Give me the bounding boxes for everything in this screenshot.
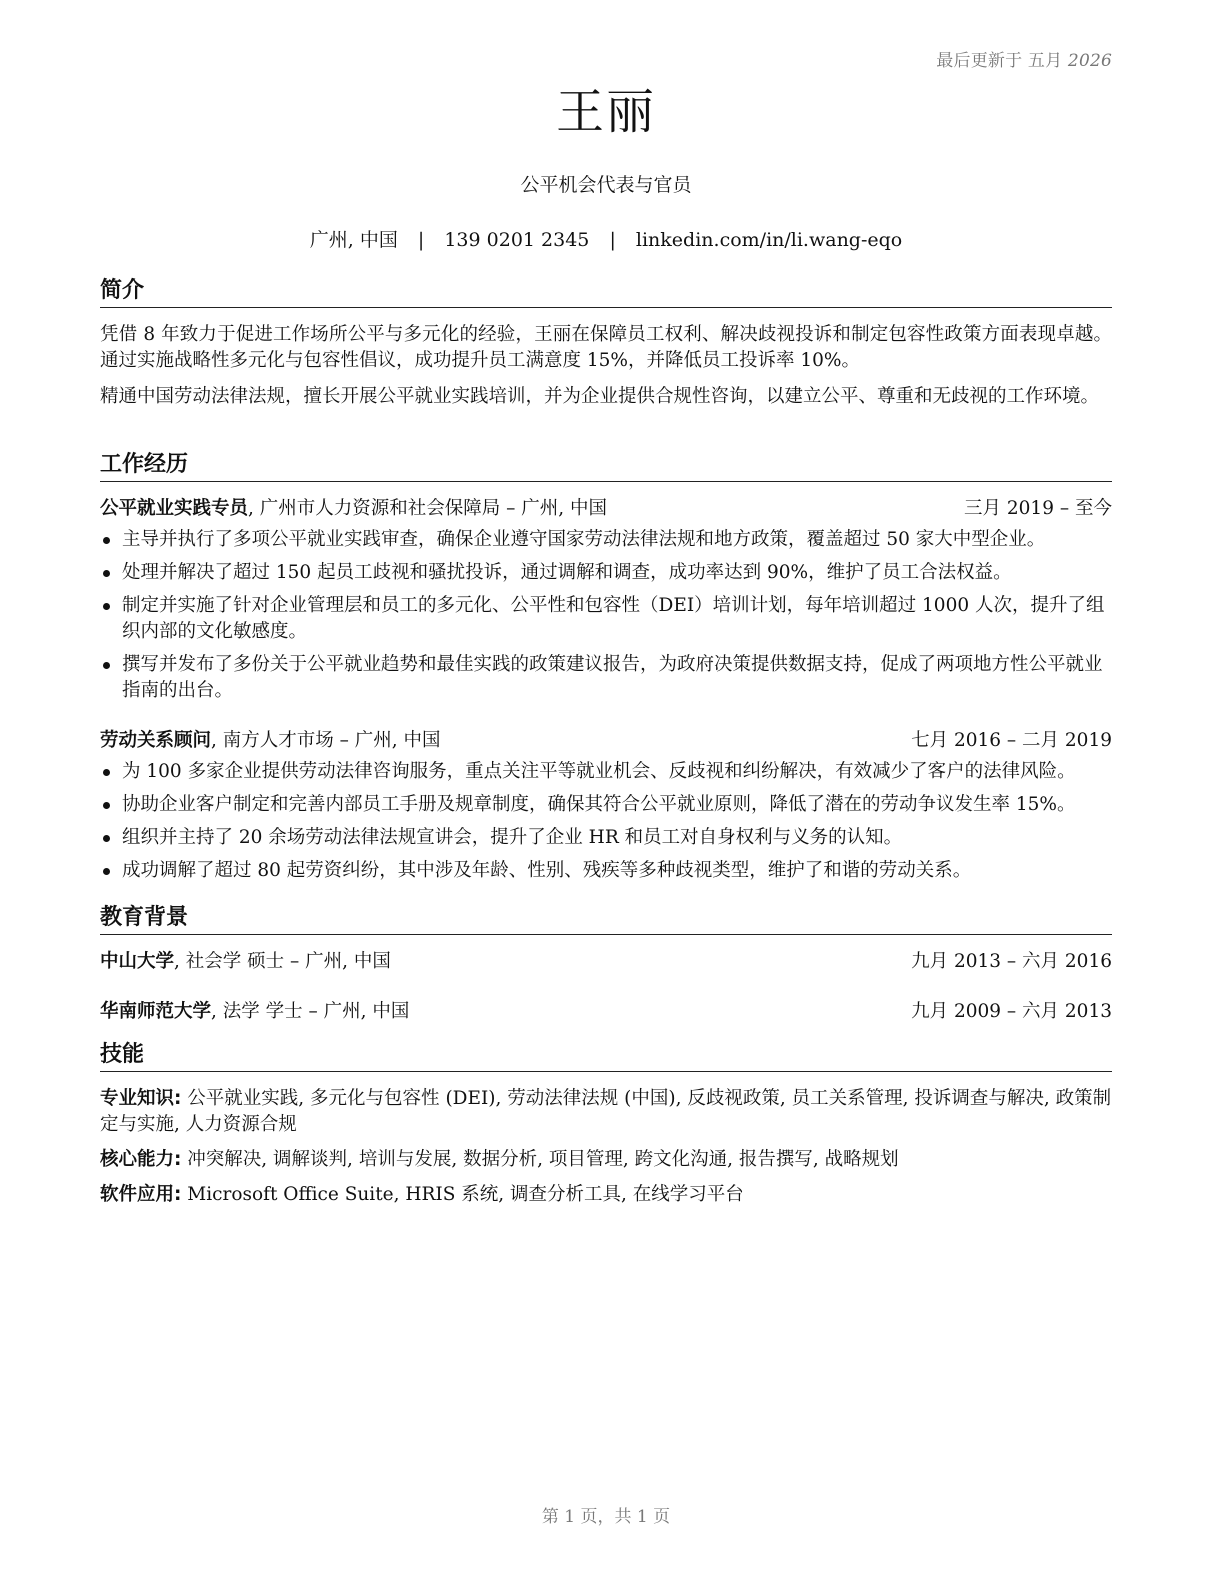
list-item: 组织并主持了 20 余场劳动法律法规宣讲会，提升了企业 HR 和员工对自身权利与义务的认知。 (100, 825, 1112, 851)
school-name: 中山大学 (100, 951, 175, 972)
job-bullets-2 (100, 759, 1112, 891)
education-entry-2 (100, 999, 1112, 1025)
school-dates: 九月 2009 – 六月 2013 (911, 1001, 1112, 1022)
section-title-education: 教育背景 (100, 904, 1112, 935)
education-entry-1 (100, 949, 1112, 975)
list-item: 成功调解了超过 80 起劳资纠纷，其中涉及年龄、性别、残疾等多种歧视类型，维护了和谐的劳动关系。 (100, 858, 1112, 884)
skill-row-software (100, 1182, 1112, 1208)
person-name: 王丽 (555, 84, 656, 140)
headline: 公平机会代表与官员 (520, 174, 692, 196)
school-dates: 九月 2013 – 六月 2016 (911, 951, 1112, 972)
job-header-2 (100, 728, 1112, 754)
job-org: , 南方人才市场 – 广州, 中国 (211, 730, 441, 751)
job-role: 公平就业实践专员 (100, 498, 249, 519)
skill-row-core (100, 1147, 1112, 1173)
skill-value: Microsoft Office Suite, HRIS 系统, 调查分析工具, 在线学习平台 (187, 1184, 744, 1205)
school-line (100, 999, 409, 1025)
contact-separator: | (609, 229, 616, 251)
list-item: 协助企业客户制定和完善内部员工手册及规章制度，确保其符合公平就业原则，降低了潜在的劳动争议发生率 15%。 (100, 792, 1112, 818)
skill-value: 公平就业实践, 多元化与包容性 (DEI), 劳动法律法规 (中国), 反歧视政策, 员工关系管理, 投诉调查与解决, 政策制定与实施, 人力资源合规 (100, 1088, 1112, 1135)
job-bullets-1 (100, 527, 1112, 711)
job-dates: 三月 2019 – 至今 (964, 498, 1112, 519)
contact-separator: | (417, 229, 425, 251)
last-updated (936, 46, 1112, 71)
page-number: 第 1 页，共 1 页 (541, 1507, 671, 1527)
skill-label: 软件应用: (100, 1184, 182, 1205)
job-role: 劳动关系顾问 (100, 730, 212, 751)
skill-label: 核心能力: (100, 1149, 182, 1170)
skill-value: 冲突解决, 调解谈判, 培训与发展, 数据分析, 项目管理, 跨文化沟通, 报告撰写, 战略规划 (187, 1149, 899, 1170)
section-title-experience: 工作经历 (100, 451, 1112, 482)
updated-month: 五月 (1027, 51, 1063, 71)
updated-year: 2026 (1067, 51, 1112, 71)
job-title-org (100, 496, 607, 522)
job-org: , 广州市人力资源和社会保障局 – 广州, 中国 (248, 498, 608, 519)
summary-paragraph-1: 凭借 8 年致力于促进工作场所公平与多元化的经验，王丽在保障员工权利、解决歧视投诉和制定包容性政策方面表现卓越。通过实施战略性多元化与包容性倡议，成功提升员工满意度 15%，并降低员工投诉率 10%。 (100, 324, 1112, 371)
contact-location: 广州, 中国 (309, 229, 398, 251)
list-item: 撰写并发布了多份关于公平就业趋势和最佳实践的政策建议报告，为政府决策提供数据支持，促成了两项地方性公平就业指南的出台。 (100, 652, 1112, 704)
school-detail: , 法学 学士 – 广州, 中国 (211, 1001, 410, 1022)
contact-phone[interactable]: 139 0201 2345 (444, 229, 590, 251)
skill-row-professional (100, 1086, 1112, 1138)
summary-paragraph-2: 精通中国劳动法律法规，擅长开展公平就业实践培训，并为企业提供合规性咨询，以建立公平、尊重和无歧视的工作环境。 (100, 386, 1100, 407)
skill-label: 专业知识: (100, 1088, 182, 1109)
school-detail: , 社会学 硕士 – 广州, 中国 (174, 951, 391, 972)
section-title-summary: 简介 (100, 277, 1112, 308)
resume-page (100, 0, 1112, 1584)
job-header-1 (100, 496, 1112, 522)
school-name: 华南师范大学 (100, 1001, 212, 1022)
section-title-skills: 技能 (100, 1041, 1112, 1072)
contact-line (100, 225, 1112, 252)
updated-prefix: 最后更新于 (936, 51, 1023, 71)
contact-linkedin-link[interactable]: linkedin.com/in/li.wang-eqo (635, 229, 903, 251)
list-item: 处理并解决了超过 150 起员工歧视和骚扰投诉，通过调解和调查，成功率达到 90%，维护了员工合法权益。 (100, 560, 1112, 586)
school-line (100, 949, 391, 975)
list-item: 制定并实施了针对企业管理层和员工的多元化、公平性和包容性（DEI）培训计划，每年培训超过 1000 人次，提升了组织内部的文化敏感度。 (100, 593, 1112, 645)
job-title-org (100, 728, 441, 754)
list-item: 为 100 多家企业提供劳动法律咨询服务，重点关注平等就业机会、反歧视和纠纷解决，有效减少了客户的法律风险。 (100, 759, 1112, 785)
list-item: 主导并执行了多项公平就业实践审查，确保企业遵守国家劳动法律法规和地方政策，覆盖超过 50 家大中型企业。 (100, 527, 1112, 553)
job-dates: 七月 2016 – 二月 2019 (911, 730, 1112, 751)
